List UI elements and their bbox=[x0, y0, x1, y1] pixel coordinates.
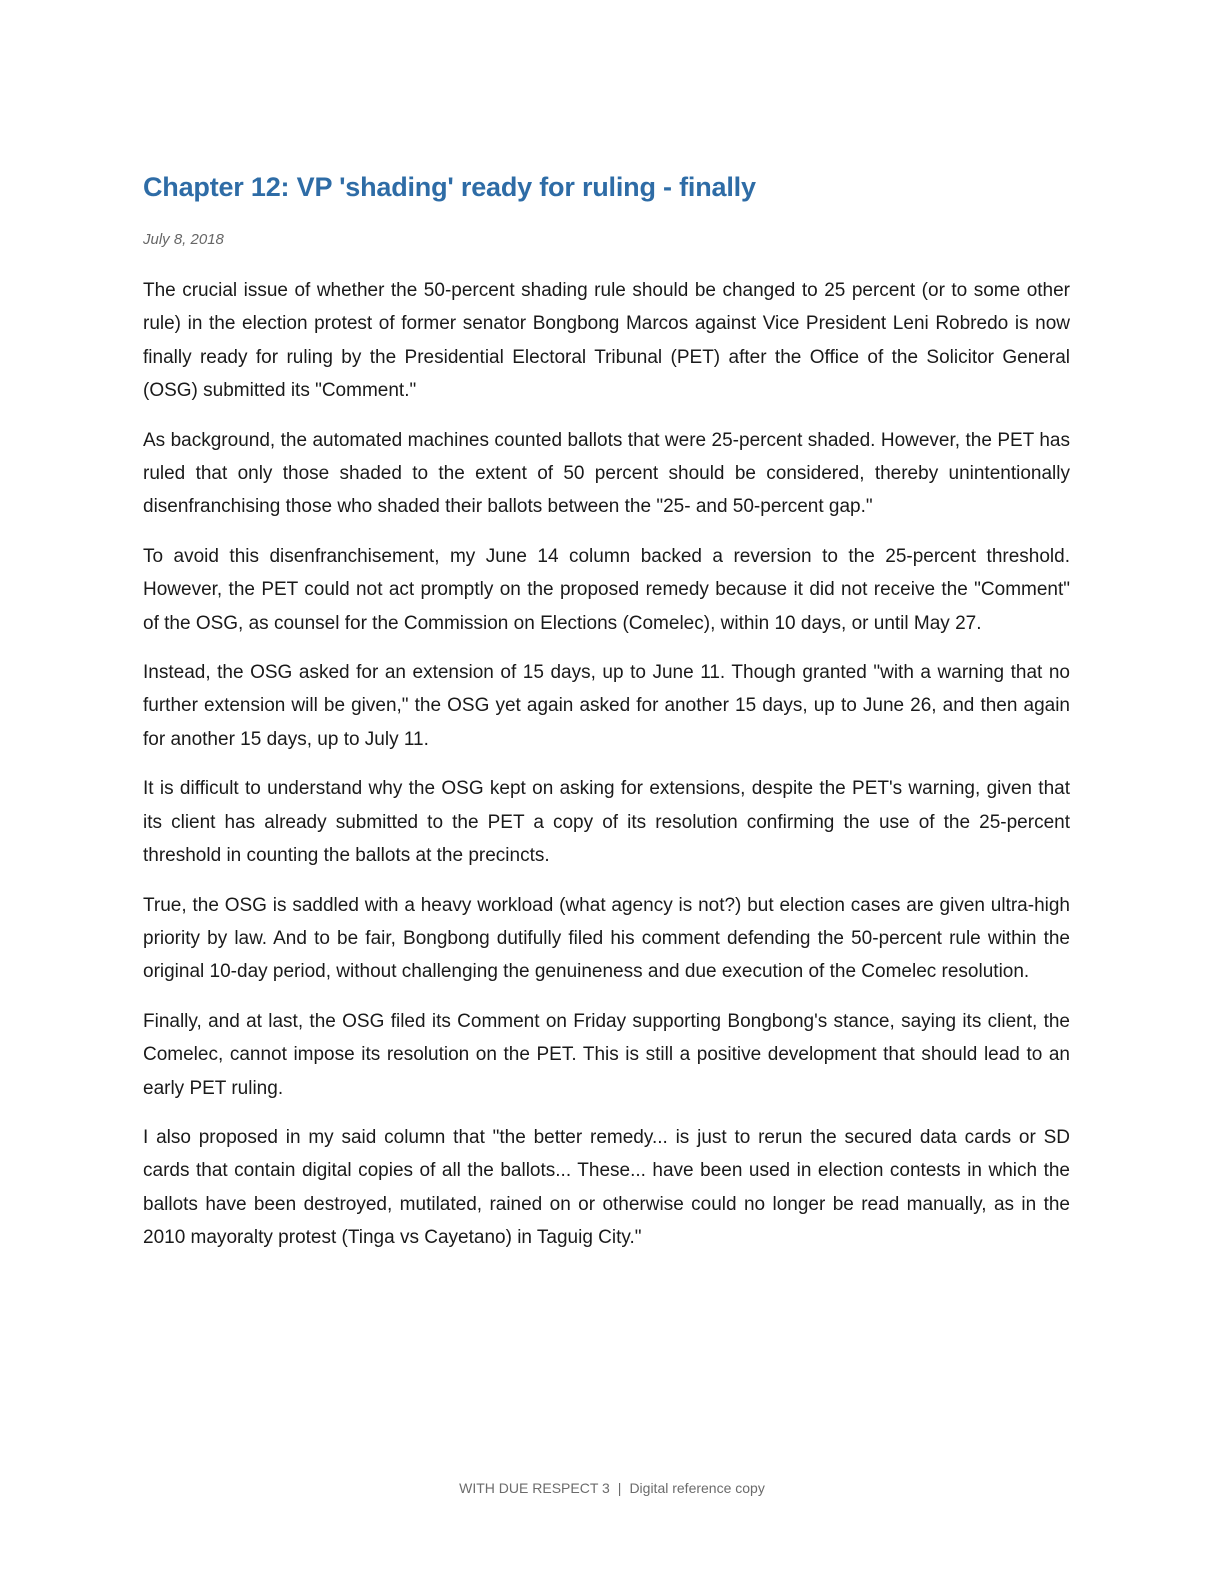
page-footer bbox=[0, 1480, 1224, 1496]
paragraph: As background, the automated machines counted ballots that were 25-percent shaded. However, the PET has ruled that only those shaded to the extent of 50 percent should be considered, thereby unintentionally disenfranchising those who shaded their ballots between the "25- and 50-percent gap." bbox=[143, 429, 1070, 518]
paragraph: I also proposed in my said column that "the better remedy... is just to rerun the secured data cards or SD cards that contain digital copies of all the ballots... These... have been used in election contests in which the ballots have been destroyed, mutilated, rained on or otherwise could no longer be read manually, as in the 2010 mayoralty protest (Tinga vs Cayetano) in Taguig City." bbox=[143, 1126, 1070, 1249]
footer-separator: | bbox=[617, 1480, 622, 1496]
article-body bbox=[143, 274, 1070, 1271]
publication-date: July 8, 2018 bbox=[143, 231, 224, 248]
paragraph: It is difficult to understand why the OSG kept on asking for extensions, despite the PET's warning, given that its client has already submitted to the PET a copy of its resolution confirming the use of the 25-percent threshold in counting the ballots at the precincts. bbox=[143, 778, 1070, 867]
paragraph: Finally, and at last, the OSG filed its Comment on Friday supporting Bongbong's stance, saying its client, the Comelec, cannot impose its resolution on the PET. This is still a positive development that should lead to an early PET ruling. bbox=[143, 1010, 1070, 1099]
paragraph: Instead, the OSG asked for an extension of 15 days, up to June 11. Though granted "with a warning that no further extension will be given," the OSG yet again asked for another 15 days, up to June 26, and then again for another 15 days, up to July 11. bbox=[143, 662, 1070, 750]
paragraph: To avoid this disenfranchisement, my June 14 column backed a reversion to the 25-percent threshold. However, the PET could not act promptly on the proposed remedy because it did not receive the "Comment" of the OSG, as counsel for the Commission on Elections (Comelec), within 10 days, or until May 27. bbox=[143, 545, 1070, 634]
footer-book-title: WITH DUE RESPECT 3 bbox=[459, 1480, 610, 1496]
paragraph: The crucial issue of whether the 50-percent shading rule should be changed to 25 percent (or to some other rule) in the election protest of former senator Bongbong Marcos against Vice President Leni Robredo is now finally ready for ruling by the Presidential Electoral Tribunal (PET) after the Office of the Solicitor General (OSG) submitted its "Comment." bbox=[143, 280, 1070, 402]
chapter-title: Chapter 12: VP 'shading' ready for ruling - finally bbox=[143, 172, 756, 202]
footer-copy-label: Digital reference copy bbox=[629, 1480, 765, 1496]
paragraph: True, the OSG is saddled with a heavy workload (what agency is not?) but election cases are given ultra-high priority by law. And to be fair, Bongbong dutifully filed his comment defending the 50-percent rule within the original 10-day period, without challenging the genuineness and due execution of the Comelec resolution. bbox=[143, 894, 1070, 983]
